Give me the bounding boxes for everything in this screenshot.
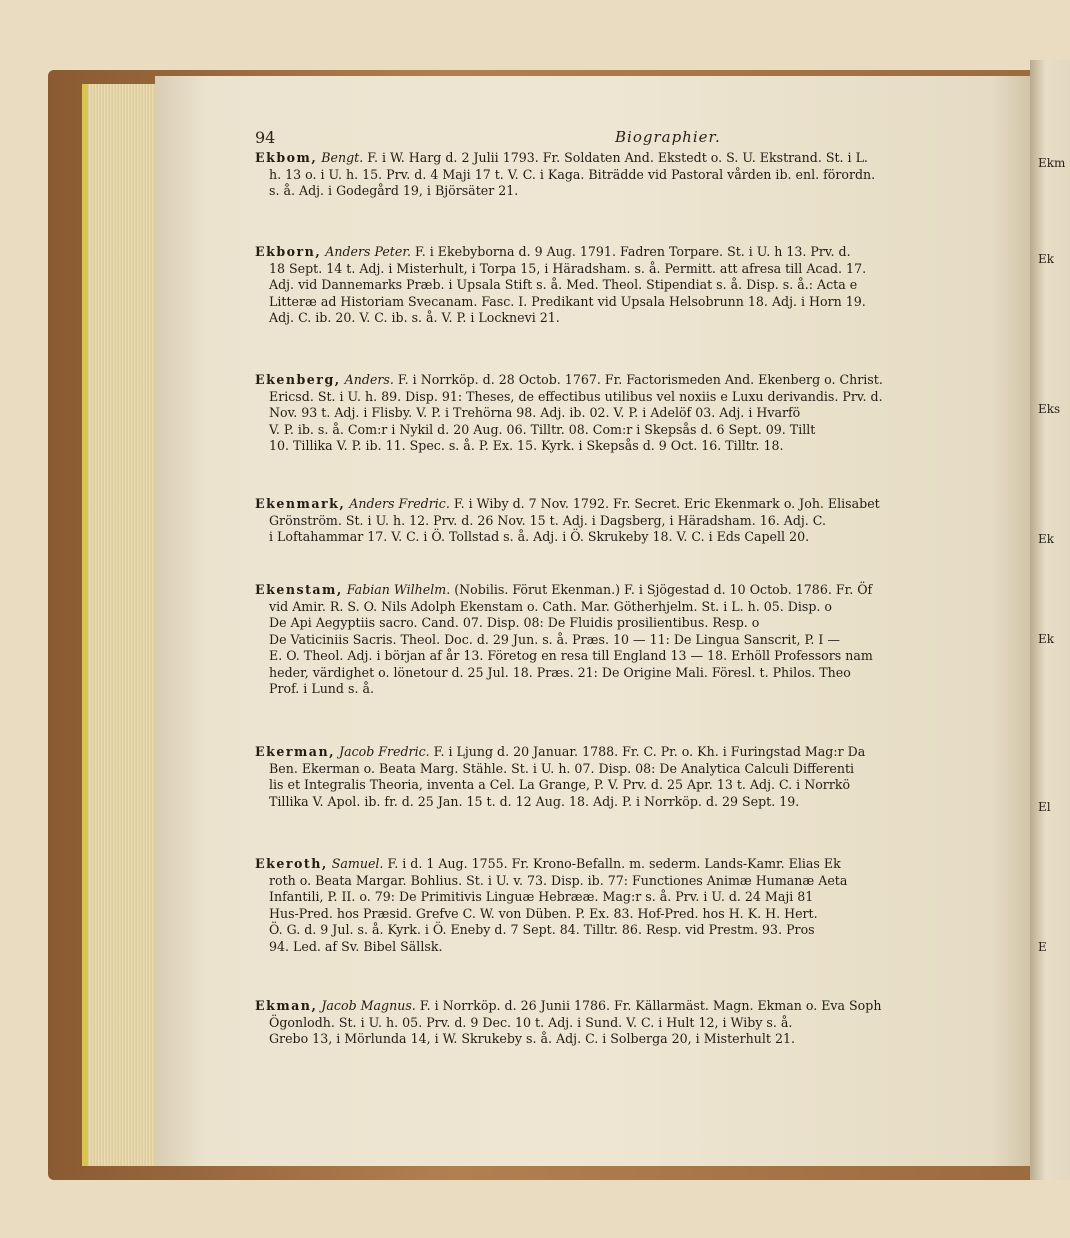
entry-text: 94. Led. af Sv. Bibel Sällsk. [269,938,443,954]
entry-text: F. i d. 1 Aug. 1755. Fr. Krono-Befalln. m. sederm. Lands-Kamr. Elias Ek [387,856,841,871]
entry-surname: Ekerman, [255,744,335,759]
facing-page-edge [1030,60,1070,1180]
entry-text: (Nobilis. Förut Ekenman.) F. i Sjögestad d. 10 Octob. 1786. Fr. Öf [454,582,873,597]
entry-given-name: Jacob Magnus. [321,998,416,1013]
entry-text: vid Amir. R. S. O. Nils Adolph Ekenstam o. Cath. Mar. Götherhjelm. St. i L. h. 05. Disp. o [269,598,832,614]
entry-surname: Ekenstam, [255,582,343,597]
entry-text: Grönström. St. i U. h. 12. Prv. d. 26 Nov. 15 t. Adj. i Dagsberg, i Häradsham. 16. Adj. C. [269,512,826,528]
entry-text: E. O. Theol. Adj. i början af år 13. Företog en resa till England 13 — 18. Erhöll Professors nam [269,648,873,663]
entry-ekenstam [255,582,1045,698]
entry-text: s. å. Adj. i Godegård 19, i Björsäter 21. [269,183,519,198]
entry-surname: Ekman, [255,998,318,1013]
entry-given-name: Samuel. [331,856,384,871]
entry-ekeroth [255,856,1045,955]
entry-text: 10. Tillika V. P. ib. 11. Spec. s. å. P. Ex. 15. Kyrk. i Skepsås d. 9 Oct. 16. Tilltr. 18. [269,438,784,453]
facing-page-fragment: Eks [1038,402,1061,416]
book-page [155,76,1035,1166]
entry-text: De Vaticiniis Sacris. Theol. Doc. d. 29 Jun. s. å. Præs. 10 — 11: De Lingua Sanscrit, P. I — [269,631,840,647]
page-number: 94 [255,128,276,147]
entry-given-name: Anders Peter. [325,244,411,259]
page-header [255,128,1035,148]
entry-surname: Ekenberg, [255,372,341,387]
entry-text: heder, värdighet o. lönetour d. 25 Jul. 18. Præs. 21: De Origine Mali. Föresl. t. Philos. Theo [269,664,851,680]
entry-text: F. i Ekebyborna d. 9 Aug. 1791. Fadren Torpare. St. i U. h 13. Prv. d. [414,244,851,259]
entry-surname: Ekenmark, [255,496,346,511]
facing-page-fragment: E [1038,940,1047,954]
entry-text: V. P. ib. s. å. Com:r i Nykil d. 20 Aug. 06. Tilltr. 08. Com:r i Skepsås d. 6 Sept. 09. Tillt [269,421,816,437]
entry-ekborn [255,244,1045,327]
entry-surname: Ekbom, [255,150,318,165]
entry-text: i Loftahammar 17. V. C. i Ö. Tollstad s. å. Adj. i Ö. Skrukeby 18. V. C. i Eds Capell 20. [269,529,810,544]
entry-text: F. i Norrköp. d. 28 Octob. 1767. Fr. Factorismeden And. Ekenberg o. Christ. [397,372,883,387]
entry-text: Prof. i Lund s. å. [269,681,374,696]
entry-text: De Api Aegyptiis sacro. Cand. 07. Disp. 08: De Fluidis prosilientibus. Resp. o [269,615,760,630]
entry-text: F. i Wiby d. 7 Nov. 1792. Fr. Secret. Eric Ekenmark o. Joh. Elisabet [453,496,880,511]
entry-text: Ericsd. St. i U. h. 89. Disp. 91: Theses, de effectibus utilibus vel noxiis e Luxu derivandis. Prv. d. [269,388,883,404]
entry-text: Ö. G. d. 9 Jul. s. å. Kyrk. i Ö. Eneby d. 7 Sept. 84. Tilltr. 86. Resp. vid Prestm. 93. Pros [269,922,815,937]
entry-text: Adj. C. ib. 20. V. C. ib. s. å. V. P. i Locknevi 21. [269,310,560,325]
entry-text: Tillika V. Apol. ib. fr. d. 25 Jan. 15 t. d. 12 Aug. 18. Adj. P. i Norrköp. d. 29 Sept. 19. [269,793,800,809]
entry-text: Ögonlodh. St. i U. h. 05. Prv. d. 9 Dec. 10 t. Adj. i Sund. V. C. i Hult 12, i Wiby s. å. [269,1014,793,1030]
entry-given-name: Anders Fredric. [349,496,450,511]
facing-page-fragment: Ek [1038,532,1055,546]
entry-text: Nov. 93 t. Adj. i Flisby. V. P. i Trehörna 98. Adj. ib. 02. V. P. i Adelöf 03. Adj. i Hvarfö [269,405,801,420]
entry-ekenberg [255,372,1045,455]
entry-given-name: Fabian Wilhelm. [346,582,451,597]
entry-text: Ben. Ekerman o. Beata Marg. Stähle. St. i U. h. 07. Disp. 08: De Analytica Calculi Differenti [269,760,855,776]
entry-text: lis et Integralis Theoria, inventa a Cel. La Grange, P. V. Prv. d. 25 Apr. 13 t. Adj. C. i Norrkö [269,777,851,792]
entry-ekbom [255,150,1045,200]
entry-text: F. i Norrköp. d. 26 Junii 1786. Fr. Källarmäst. Magn. Ekman o. Eva Soph [419,998,882,1013]
entry-ekenmark [255,496,1045,546]
running-head: Biographier. [615,128,721,146]
entry-text: 18 Sept. 14 t. Adj. i Misterhult, i Torpa 15, i Häradsham. s. å. Permitt. att afresa till Acad. 17. [269,260,867,276]
entry-text: Grebo 13, i Mörlunda 14, i W. Skrukeby s. å. Adj. C. i Solberga 20, i Misterhult 21. [269,1031,795,1046]
entry-given-name: Bengt. [321,150,364,165]
facing-page-fragment: Ek [1038,252,1055,266]
entry-text: Infantili, P. II. o. 79: De Primitivis Linguæ Hebrææ. Mag:r s. å. Prv. i U. d. 24 Maji 81 [269,889,814,904]
entry-text: Adj. vid Dannemarks Præb. i Upsala Stift s. å. Med. Theol. Stipendiat s. å. Disp. s. å.: Acta e [269,277,858,292]
facing-page-fragment: Ekm [1038,156,1066,170]
entry-text: F. i W. Harg d. 2 Julii 1793. Fr. Soldaten And. Ekstedt o. S. U. Ekstrand. St. i L. [367,150,868,165]
entry-text: F. i Ljung d. 20 Januar. 1788. Fr. C. Pr. o. Kh. i Furingstad Mag:r Da [433,744,866,759]
entry-text: h. 13 o. i U. h. 15. Prv. d. 4 Maji 17 t. V. C. i Kaga. Biträdde vid Pastoral vården ib. enl. förordn. [269,166,876,182]
entry-ekman [255,998,1045,1048]
facing-page-fragment: El [1038,800,1051,814]
entry-text: Litteræ ad Historiam Svecanam. Fasc. I. Predikant vid Upsala Helsobrunn 18. Adj. i Horn 19. [269,293,866,309]
entry-ekerman [255,744,1045,810]
entry-given-name: Jacob Fredric. [339,744,430,759]
entry-surname: Ekeroth, [255,856,328,871]
entry-text: roth o. Beata Margar. Bohlius. St. i U. v. 73. Disp. ib. 77: Functiones Animæ Humanæ Aeta [269,872,848,888]
entry-surname: Ekborn, [255,244,322,259]
entry-given-name: Anders. [344,372,394,387]
facing-page-fragment: Ek [1038,632,1055,646]
page-edges [82,84,166,1166]
entry-text: Hus-Pred. hos Præsid. Grefve C. W. von Düben. P. Ex. 83. Hof-Pred. hos H. K. H. Hert. [269,905,818,921]
